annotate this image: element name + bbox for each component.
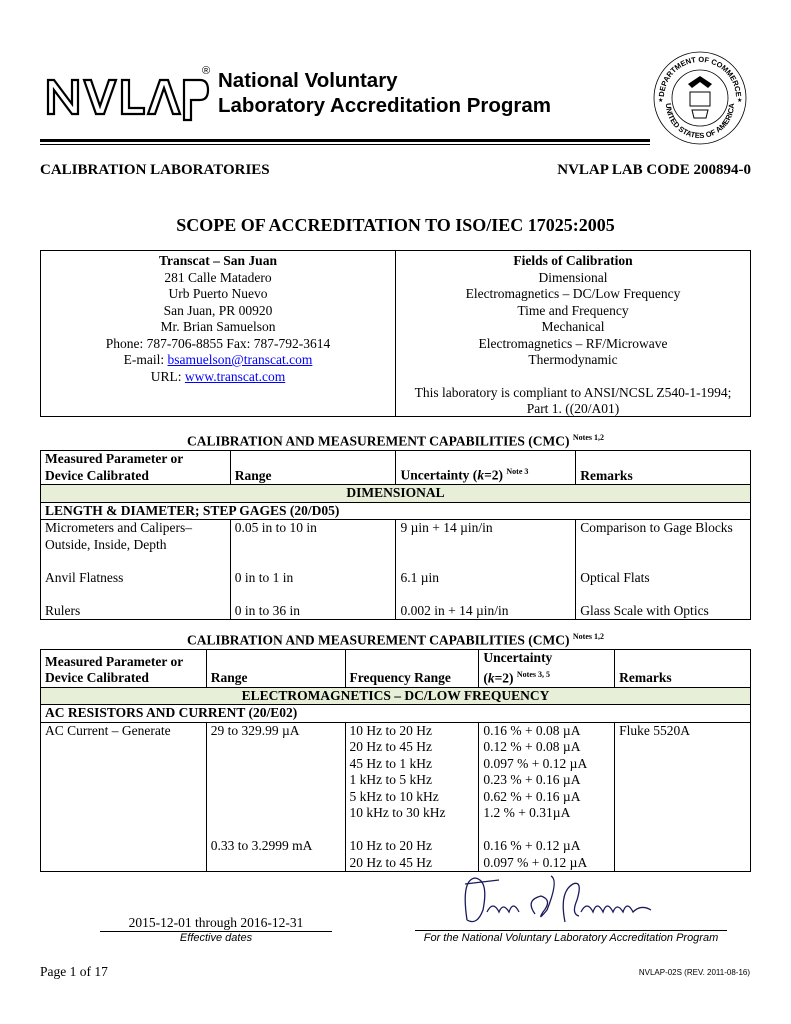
cmc-table-electromagnetics (40, 649, 751, 872)
program-title-line1: National Voluntary (218, 69, 398, 92)
lab-name: Transcat – San Juan (159, 253, 277, 268)
field-item: Electromagnetics – DC/Low Frequency (465, 286, 681, 301)
svg-text:★: ★ (737, 98, 743, 104)
lab-code: NVLAP LAB CODE 200894-0 (557, 162, 751, 178)
table-row (41, 722, 751, 872)
cmc-heading-text: CALIBRATION AND MEASUREMENT CAPABILITIES (CMC) (186, 632, 570, 648)
signature-image (455, 870, 665, 932)
cmc-notes: Notes 1,2 (572, 632, 605, 641)
section-row: ELECTROMAGNETICS – DC/LOW FREQUENCY (41, 687, 751, 705)
email-link[interactable]: bsamuelson@transcat.com (167, 352, 313, 367)
header-frequency: Frequency Range (345, 650, 479, 688)
scope-title: SCOPE OF ACCREDITATION TO ISO/IEC 17025:2005 (176, 215, 615, 235)
remarks-cell: Fluke 5520A (615, 722, 751, 872)
field-item: Time and Frequency (517, 302, 629, 318)
lab-address2: Urb Puerto Nuevo (168, 286, 268, 301)
table-header-row (41, 451, 751, 485)
effective-dates-label: Effective dates (179, 932, 253, 944)
registered-mark: ® (202, 65, 211, 77)
field-item: Thermodynamic (528, 352, 618, 367)
url-label: URL: (150, 368, 185, 384)
fields-heading: Fields of Calibration (513, 253, 633, 268)
subsection-row: LENGTH & DIAMETER; STEP GAGES (20/D05) (41, 502, 751, 520)
effective-dates: 2015-12-01 through 2016-12-31 (100, 915, 332, 932)
header-param: Measured Parameter or Device Calibrated (41, 650, 207, 688)
signature-label: For the National Voluntary Laboratory Accreditation Program (423, 932, 719, 944)
param-cell: AC Current – Generate (41, 722, 207, 872)
seal-text-top: DEPARTMENT OF COMMERCE (656, 54, 744, 98)
cmc-heading-1 (0, 433, 791, 450)
compliance-line2: Part 1. ((20/A01) (526, 401, 620, 416)
range-cell: 29 to 329.99 µA 0.33 to 3.2999 mA (206, 722, 345, 872)
cmc-heading-text: CALIBRATION AND MEASUREMENT CAPABILITIES (CMC) (186, 433, 570, 449)
commerce-seal-icon (650, 48, 750, 148)
program-title-line2: Laboratory Accreditation Program (218, 94, 552, 117)
nvlap-logo (44, 58, 212, 124)
cmc-notes: Notes 1,2 (572, 433, 605, 442)
freq-cell: 10 Hz to 20 Hz 20 Hz to 45 Hz 45 Hz to 1 kHz 1 kHz to 5 kHz 5 kHz to 10 kHz 10 kHz to 30 kHz 10 Hz to 20 Hz 20 Hz to 45 Hz (345, 722, 479, 872)
lab-address1: 281 Calle Matadero (164, 269, 272, 285)
category-label: CALIBRATION LABORATORIES (40, 162, 270, 178)
signature-line (415, 930, 727, 931)
url-link[interactable]: www.transcat.com (184, 368, 286, 384)
lab-url-row (41, 369, 395, 386)
header-range: Range (230, 451, 396, 485)
email-label: E-mail: (123, 352, 168, 367)
cmc-table-dimensional (40, 450, 751, 620)
field-item: Dimensional (538, 269, 608, 285)
form-id: NVLAP-02S (REV. 2011-08-16) (638, 968, 750, 977)
header-uncertainty: Uncertainty (k=2) $^{Note 3}$ (396, 451, 576, 485)
lab-phone-fax: Phone: 787-706-8855 Fax: 787-792-3614 (105, 335, 331, 351)
fields-of-calibration (396, 251, 750, 416)
lab-address3: San Juan, PR 00920 (163, 302, 273, 318)
svg-text:UNITED STATES OF AMERICA (664, 102, 736, 140)
header-param: Measured Parameter or Device Calibrated (41, 451, 231, 485)
page-number: Page 1 of 17 (40, 964, 108, 979)
seal-text-bottom: UNITED STATES OF AMERICA (663, 102, 737, 141)
table-row: Micrometers and Calipers– Outside, Inside, Depth Anvil Flatness Rulers 0.05 in to 10 in 0 in to 1 in 0 in to 36 in 9 µin + 14 µin/in 6.1 µin 0.002 in + 14 µin/in Comparison to Gage Blocks Optical Flats Glass Scale with Optics (41, 520, 751, 620)
header-remarks: Remarks (576, 451, 751, 485)
section-row: DIMENSIONAL (41, 485, 751, 503)
lab-info-box (40, 250, 751, 417)
compliance-line1: This laboratory is compliant to ANSI/NCSL Z540-1-1994; (414, 384, 732, 400)
header-rule (40, 139, 650, 142)
program-title (218, 68, 551, 118)
field-item: Electromagnetics – RF/Microwave (478, 335, 668, 351)
lab-contact (41, 251, 396, 416)
svg-text:★: ★ (658, 98, 664, 104)
subsection-row: AC RESISTORS AND CURRENT (20/E02) (41, 705, 751, 723)
field-item: Mechanical (541, 319, 605, 334)
cmc-heading-2 (0, 632, 791, 649)
uncertainty-cell: 0.16 % + 0.08 µA 0.12 % + 0.08 µA 0.097 % + 0.12 µA 0.23 % + 0.16 µA 0.62 % + 0.16 µA 1.2 % + 0.31µA 0.16 % + 0.12 µA 0.097 % + 0.12 µA (479, 722, 615, 872)
header-uncertainty: Uncertainty (k=2) $^{Notes 3, 5}$ (479, 650, 615, 688)
table-header-row (41, 650, 751, 688)
lab-email-row (41, 352, 395, 369)
header-rule-thin (40, 144, 650, 145)
header-remarks: Remarks (615, 650, 751, 688)
lab-contact-name: Mr. Brian Samuelson (160, 319, 276, 334)
header-range: Range (206, 650, 345, 688)
